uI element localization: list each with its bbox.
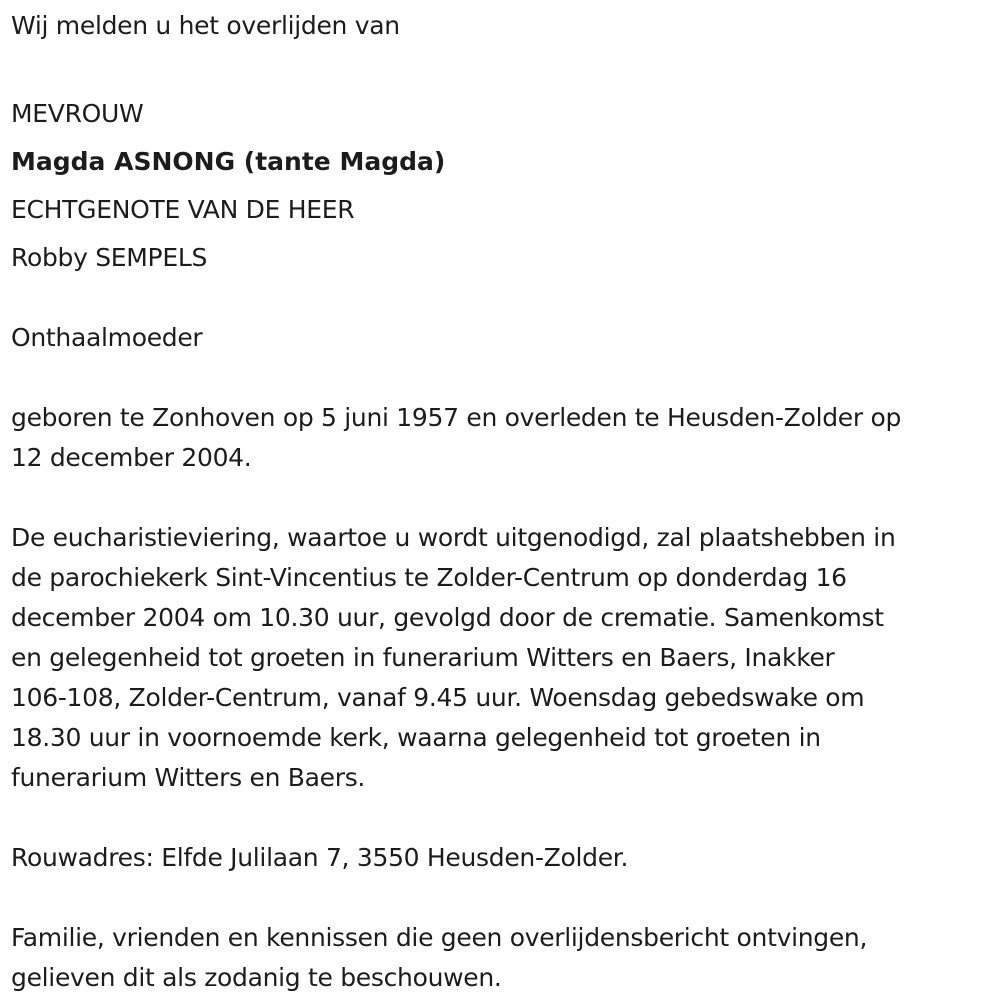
title-text: MEVROUW [11,99,144,128]
spacer [11,878,986,918]
spacer [11,46,986,86]
spouse-label: ECHTGENOTE VAN DE HEER [11,195,355,224]
paragraph-line: geboren te Zonhoven op 5 juni 1957 en overleden te Heusden-Zolder op [11,403,902,432]
paragraph-line: de parochiekerk Sint-Vincentius te Zolder-Centrum op donderdag 16 [11,563,847,592]
paragraph-line: De eucharistieviering, waartoe u wordt uitgenodigd, zal plaatshebben in [11,523,896,552]
paragraph-line: 106-108, Zolder-Centrum, vanaf 9.45 uur. Woensdag gebedswake om [11,683,865,712]
paragraph-line: december 2004 om 10.30 uur, gevolgd door de crematie. Samenkomst [11,603,884,632]
ceremony-paragraph [11,518,986,798]
paragraph-line: en gelegenheid tot groeten in funerarium Witters en Baers, Inakker [11,643,835,672]
paragraph-line: Familie, vrienden en kennissen die geen overlijdensbericht ontvingen, [11,923,868,952]
spouse-name: Robby SEMPELS [11,243,208,272]
spacer [11,798,986,838]
address-text: Rouwadres: Elfde Julilaan 7, 3550 Heusden-Zolder. [11,843,629,872]
deceased-name: Magda ASNONG (tante Magda) [11,147,446,176]
birth-death-paragraph [11,398,986,478]
paragraph-line: gelieven dit als zodanig te beschouwen. [11,963,502,992]
intro-text: Wij melden u het overlijden van [11,11,400,40]
paragraph-line: 18.30 uur in voornoemde kerk, waarna gelegenheid tot groeten in [11,723,821,752]
occupation-text: Onthaalmoeder [11,323,203,352]
spacer [11,478,986,518]
death-notice [11,6,986,998]
spacer [11,358,986,398]
paragraph-line: 12 december 2004. [11,443,252,472]
paragraph-line: funerarium Witters en Baers. [11,763,366,792]
closing-paragraph [11,918,986,998]
spacer [11,278,986,318]
